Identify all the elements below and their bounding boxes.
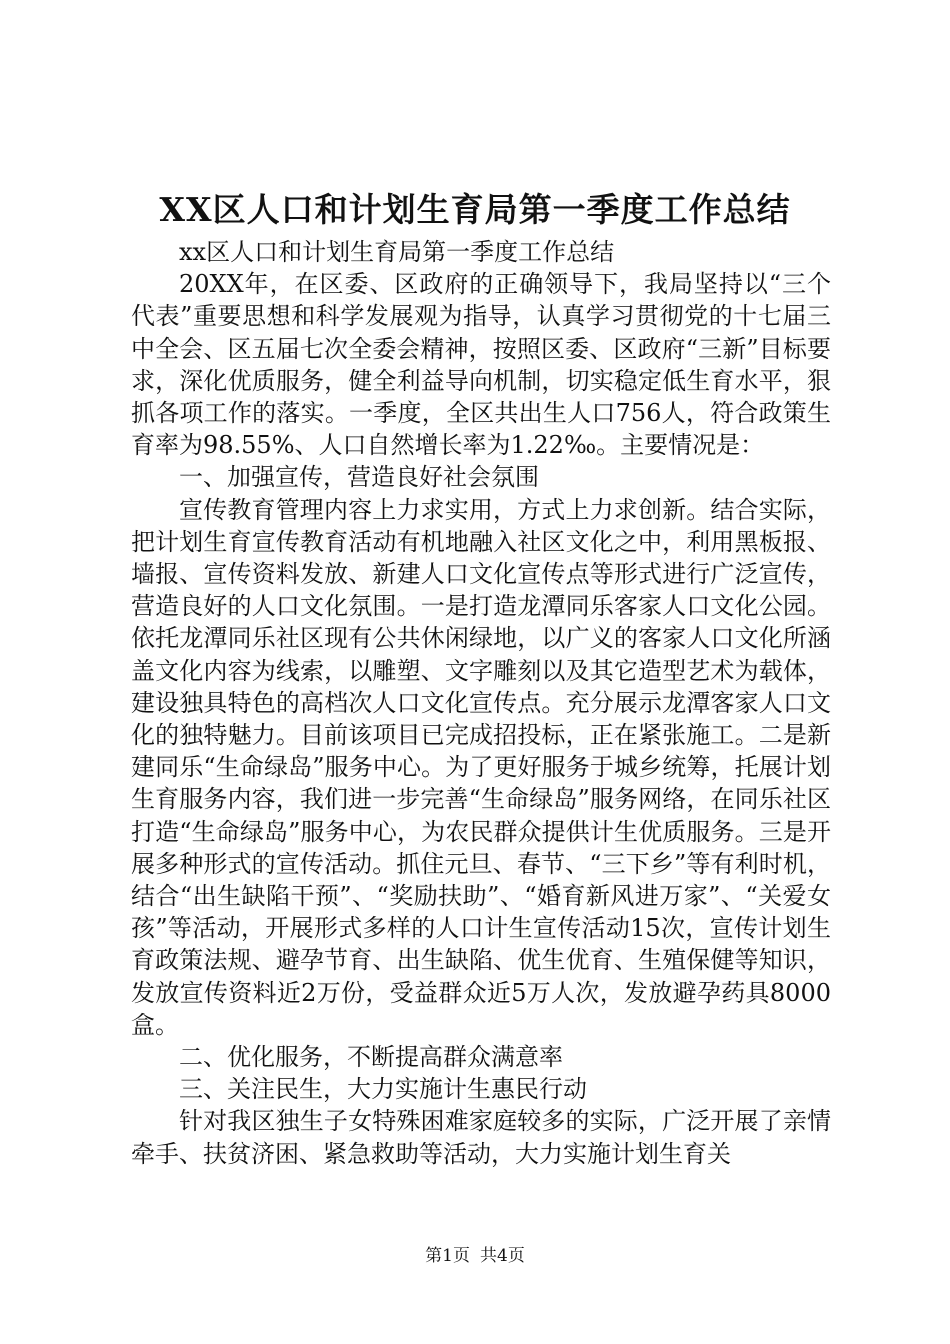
section-3-paragraph: 针对我区独生子女特殊困难家庭较多的实际，广泛开展了亲情牵手、扶贫济困、紧急救助等活动，大力实施计划生育关 <box>131 1107 831 1168</box>
section-heading-2: 二、优化服务，不断提高群众满意率 <box>179 1043 563 1072</box>
document-title: XX区人口和计划生育局第一季度工作总结 <box>159 190 791 229</box>
page-total: 共4页 <box>480 1246 525 1266</box>
page-number: 第1页 <box>425 1246 470 1266</box>
section-heading-1: 一、加强宣传，营造良好社会氛围 <box>179 463 539 492</box>
document-body <box>131 236 831 1170</box>
page-footer <box>0 1245 950 1267</box>
intro-paragraph: 20XX年，在区委、区政府的正确领导下，我局坚持以“三个代表”重要思想和科学发展观为指导，认真学习贯彻党的十七届三中全会、区五届七次全委会精神，按照区委、区政府“三新”目标要求，深化优质服务，健全利益导向机制，切实稳定低生育水平，狠抓各项工作的落实。一季度，全区共出生人口756人，符合政策生育率为98.55%、人口自然增长率为1.22‰。主要情况是： <box>131 270 831 460</box>
section-heading-3: 三、关注民生，大力实施计生惠民行动 <box>179 1075 587 1104</box>
subtitle-paragraph: xx区人口和计划生育局第一季度工作总结 <box>179 238 615 266</box>
section-1-paragraph: 宣传教育管理内容上力求实用，方式上力求创新。结合实际，把计划生育宣传教育活动有机地融入社区文化之中，利用黑板报、墙报、宣传资料发放、新建人口文化宣传点等形式进行广泛宣传，营造良好的人口文化氛围。一是打造龙潭同乐客家人口文化公园。依托龙潭同乐社区现有公共休闲绿地，以广义的客家人口文化所涵盖文化内容为线索，以雕塑、文字雕刻以及其它造型艺术为载体，建设独具特色的高档次人口文化宣传点。充分展示龙潭客家人口文化的独特魅力。目前该项目已完成招投标，正在紧张施工。二是新建同乐“生命绿岛”服务中心。为了更好服务于城乡统筹，托展计划生育服务内容，我们进一步完善“生命绿岛”服务网络，在同乐社区打造“生命绿岛”服务中心，为农民群众提供计生优质服务。三是开展多种形式的宣传活动。抓住元旦、春节、“三下乡”等有利时机，结合“出生缺陷干预”、“奖励扶助”、“婚育新风进万家”、“关爱女孩”等活动，开展形式多样的人口计生宣传活动15次，宣传计划生育政策法规、避孕节育、出生缺陷、优生优育、生殖保健等知识，发放宣传资料近2万份，受益群众近5万人次，发放避孕药具8000盒。 <box>131 495 831 1039</box>
